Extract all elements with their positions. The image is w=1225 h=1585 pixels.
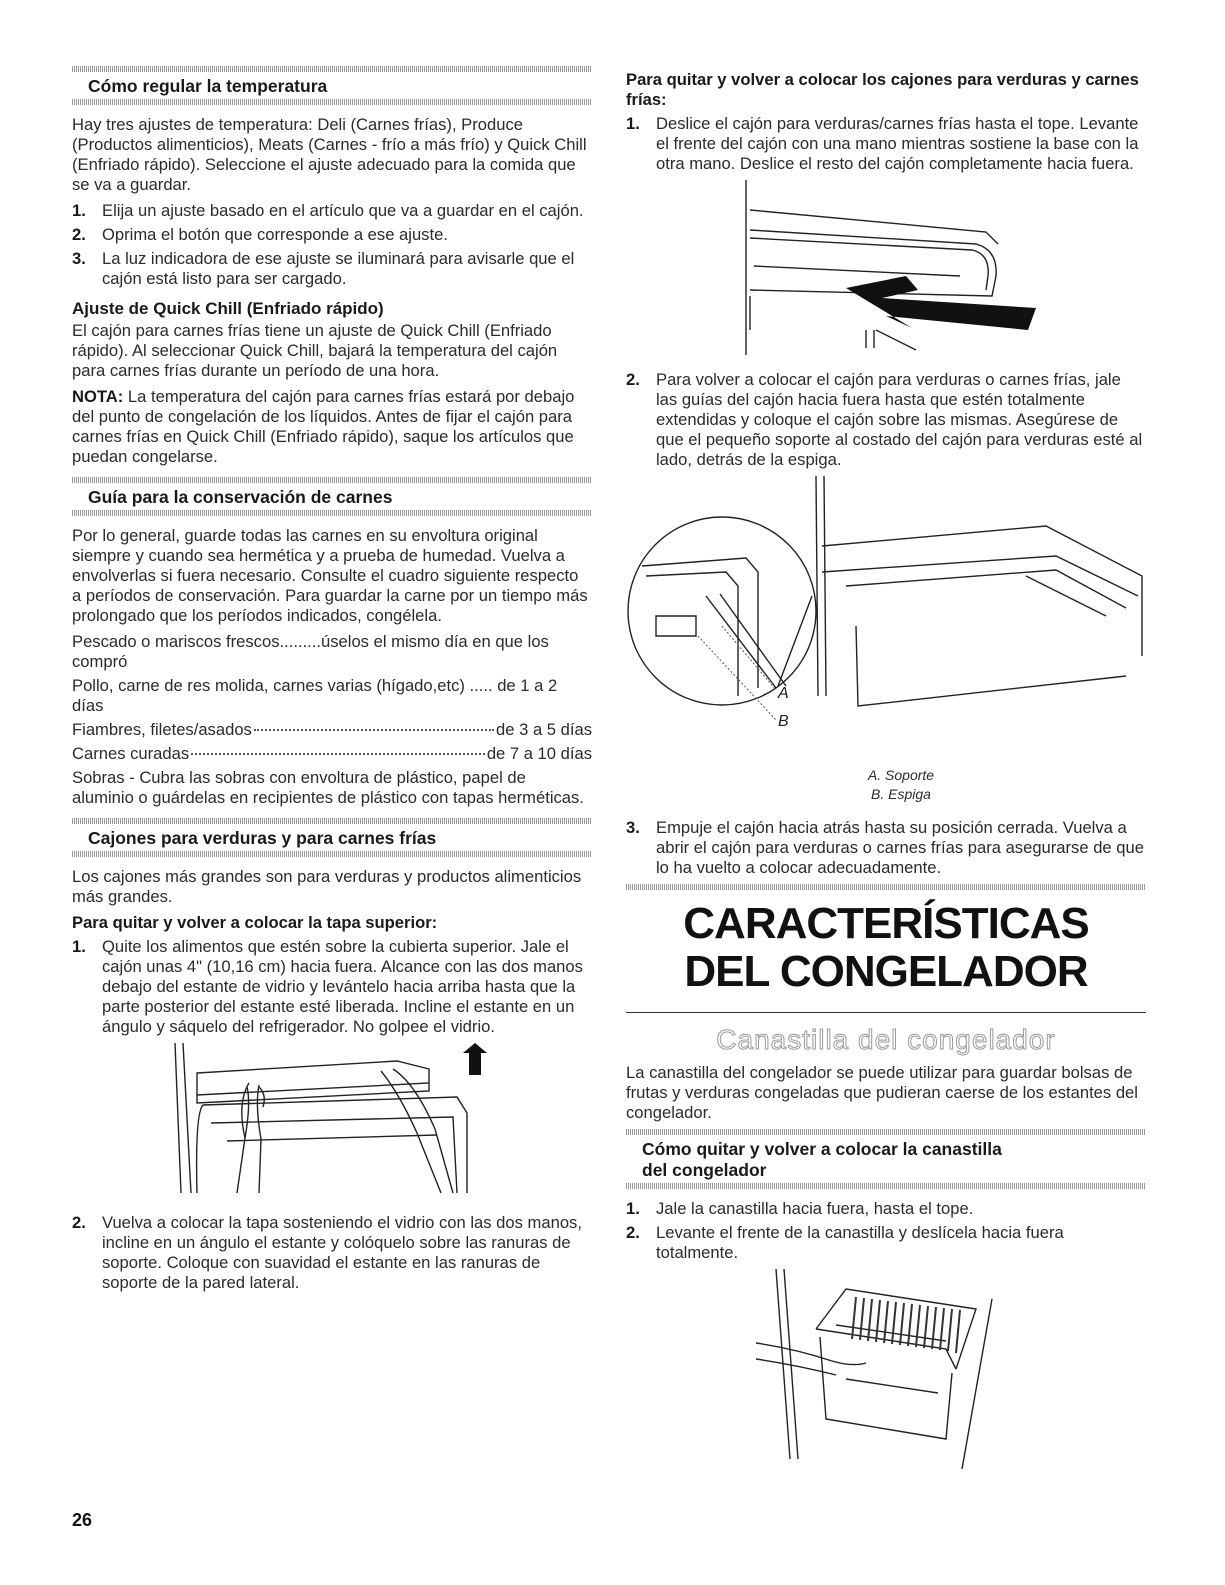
step-number: 3. [626,818,640,837]
steps-list [72,937,592,1037]
list-item [626,1223,1146,1263]
storage-item: Fiambres, filetes/asados [72,720,252,739]
list-item [72,937,592,1037]
list-item [72,201,592,221]
step-text: Vuelva a colocar la tapa sosteniendo el vidrio con las dos manos, incline en un ángulo el estante y colóquelo sobre las ranuras de soporte. Coloque con suavidad el estante en las ranuras de soporte de la pared lateral. [102,1213,582,1292]
steps-list [72,201,592,289]
step-number: 1. [626,1199,640,1218]
steps-list [626,1199,1146,1263]
dot-leader [254,729,494,731]
dot-leader: ......... [279,632,322,651]
step-text: Levante el frente de la canastilla y deslícela hacia fuera totalmente. [656,1223,1064,1262]
figure-caption [626,766,1146,804]
step-number: 1. [626,114,640,133]
list-item [72,225,592,245]
storage-period: de 7 a 10 días [486,744,592,763]
drawer-bracket-illustration [626,476,1146,756]
step-text: Para volver a colocar el cajón para verduras o carnes frías, jale las guías del cajón hacia fuera hasta que estén totalmente extendidas y coloque el cajón sobre las mismas. Asegúrese de que el pequeño soporte al costado del cajón para verduras esté al lado, detrás de la espiga. [656,370,1143,469]
step-number: 2. [626,1223,640,1242]
drawer-slide-out-illustration [736,180,1036,360]
section-rule [626,884,1146,890]
chapter-title-line: DEL CONGELADOR [684,947,1088,996]
note-text: La temperatura del cajón para carnes frías estará por debajo del punto de congelación de los líquidos. Antes de fijar el cajón para carnes frías en Quick Chill (Enfriado rápido), saque los artículos que puedan congelarse. [72,387,575,466]
instruction-heading: Para quitar y volver a colocar los cajones para verduras y carnes frías: [626,70,1139,109]
list-item [626,818,1146,878]
steps-list [626,370,1146,470]
step-text: La luz indicadora de ese ajuste se iluminará para avisarle que el cajón está listo para ser cargado. [102,249,575,288]
list-item [626,1199,1146,1219]
list-item [626,370,1146,470]
step-text: Oprima el botón que corresponde a ese ajuste. [102,225,448,244]
section-title-line: Cómo quitar y volver a colocar la canastilla [642,1139,1002,1159]
section-rule [72,99,592,105]
list-item [72,249,592,289]
shelf-lift-illustration [167,1043,497,1203]
paragraph: Hay tres ajustes de temperatura: Deli (Carnes frías), Produce (Productos alimenticios), Meats (Carnes - frío a más frío) y Quick Chill (Enfriado rápido). Seleccione el ajuste adecuado para la comida que se va a guardar. [72,115,587,194]
note-label: NOTA: [72,387,124,406]
step-text: Empuje el cajón hacia atrás hasta su posición cerrada. Vuelva a abrir el cajón para verduras o carnes frías para asegurarse de que lo ha vuelto a colocar adecuadamente. [656,818,1144,877]
outlined-heading: Canastilla del congelador [716,1024,1056,1055]
storage-item: Pescado o mariscos frescos [72,632,280,651]
storage-row [72,676,592,716]
freezer-basket-illustration [756,1269,1016,1469]
paragraph: La canastilla del congelador se puede utilizar para guardar bolsas de frutas y verduras congeladas que pudieran caerse de los estantes del congelador. [626,1063,1138,1122]
callout-a: A [778,685,789,702]
section-rule [626,1129,1146,1135]
left-column [72,66,592,1303]
step-number: 2. [72,225,86,244]
step-text: Elija un ajuste basado en el artículo que va a guardar en el cajón. [102,201,584,220]
paragraph: Sobras - Cubra las sobras con envoltura de plástico, papel de aluminio o guárdelas en recipientes de plástico con tapas herméticas. [72,768,584,807]
storage-row [72,632,592,672]
step-number: 1. [72,201,86,220]
step-number: 1. [72,937,86,956]
storage-row [72,744,592,764]
storage-item: Carnes curadas [72,744,190,763]
storage-item: Pollo, carne de res molida, carnes varias (hígado,etc) [72,676,465,695]
subsection-title: Ajuste de Quick Chill (Enfriado rápido) [72,299,384,318]
step-number: 3. [72,249,86,268]
section-title: Cómo regular la temperatura [88,76,328,96]
section-title-line: del congelador [642,1160,767,1180]
storage-period: úselos el mismo día en que los compró [72,632,549,671]
caption-line: B. Espiga [871,786,931,802]
paragraph: El cajón para carnes frías tiene un ajuste de Quick Chill (Enfriado rápido). Al seleccionar Quick Chill, bajará la temperatura del cajón para carnes frías durante un período de una hora. [72,321,558,380]
paragraph: Por lo general, guarde todas las carnes en su envoltura original siempre y cuando sea hermética y a prueba de humedad. Vuelva a envolverlas si fuera necesario. Consulte el cuadro siguiente respecto a períodos de conservación. Para guardar la carne por un tiempo más prolongado que los períodos indicados, congélela. [72,526,588,625]
callout-b: B [778,713,789,730]
section-drawers [72,818,592,1293]
section-basket [626,1129,1146,1469]
steps-list [72,1213,592,1293]
section-rule [72,818,592,824]
list-item [626,114,1146,174]
list-item [72,1213,592,1293]
steps-list [626,114,1146,174]
section-meat-guide [72,477,592,808]
paragraph: Los cajones más grandes son para verduras y productos alimenticios más grandes. [72,867,582,906]
section-rule [626,1183,1146,1189]
step-text: Deslice el cajón para verduras/carnes frías hasta el tope. Levante el frente del cajón con una mano mientras sostiene la base con la otra mano. Deslice el resto del cajón completamente hacia fuera. [656,114,1139,173]
dot-leader [191,753,485,755]
step-number: 2. [626,370,640,389]
page-number: 26 [72,1510,93,1530]
section-title: Guía para la conservación de carnes [88,487,393,507]
storage-period: de 1 a 2 días [72,676,558,715]
storage-row [72,720,592,740]
section-rule [72,510,592,516]
right-column [626,66,1146,1479]
storage-period: de 3 a 5 días [496,720,592,739]
section-rule [72,66,592,72]
chapter-title-line: CARACTERÍSTICAS [683,899,1089,948]
section-title: Cajones para verduras y para carnes frías [88,828,437,848]
section-rule [72,477,592,483]
step-number: 2. [72,1213,86,1232]
caption-line: A. Soporte [867,767,935,783]
divider [626,1012,1146,1013]
step-text: Quite los alimentos que estén sobre la cubierta superior. Jale el cajón unas 4" (10,16 cm) hacia fuera. Alcance con las dos manos debajo del estante de vidrio y levántelo hacia arriba hasta que la parte posterior del estante esté liberada. Incline el estante en un ángulo y sáquelo del refrigerador. No golpee el vidrio. [102,937,583,1036]
section-rule [72,851,592,857]
section-title [626,1139,1146,1181]
steps-list [626,818,1146,878]
note-paragraph [72,387,592,467]
chapter-title [626,900,1146,996]
instruction-heading: Para quitar y volver a colocar la tapa superior: [72,913,438,932]
step-text: Jale la canastilla hacia fuera, hasta el tope. [656,1199,974,1218]
section-temperature [72,66,592,467]
dot-leader: ..... [464,676,498,695]
